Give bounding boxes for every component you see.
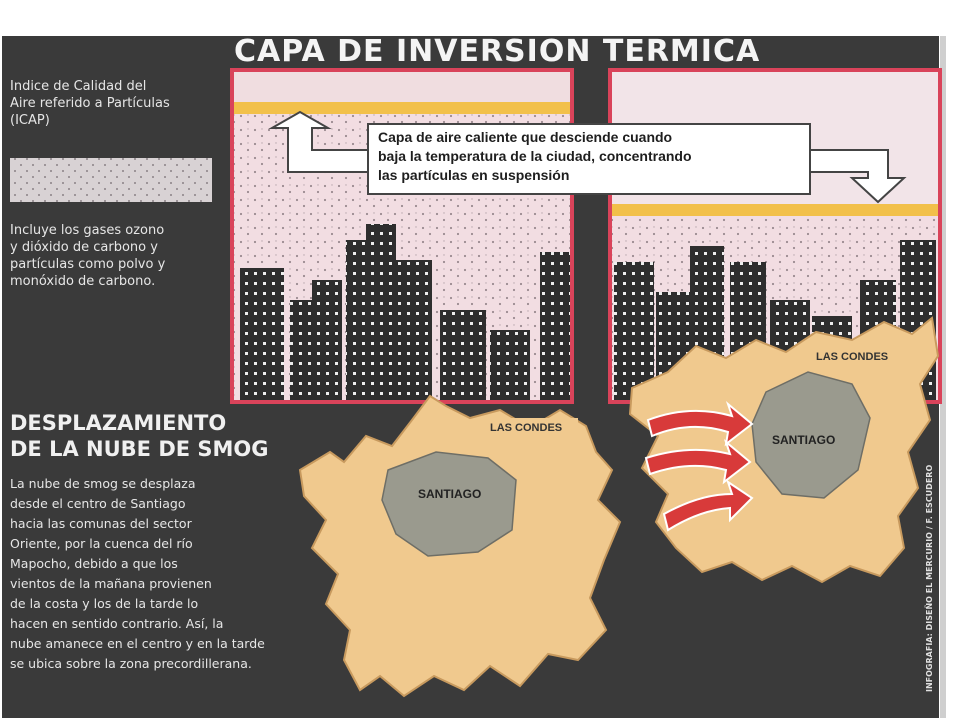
smog-heading — [10, 410, 269, 462]
icap-label-line: (ICAP) — [10, 113, 50, 128]
smog-body-line: desde el centro de Santiago — [10, 496, 186, 511]
smog-body-line: vientos de la mañana provienen — [10, 576, 212, 591]
callout-line-2: baja la temperatura de la ciudad, concentrando — [378, 148, 692, 164]
icap-label-line: Aire referido a Partículas — [10, 96, 170, 111]
icap-note-line: Incluye los gases ozono — [10, 223, 165, 238]
map-afternoon-las-condes: LAS CONDES — [816, 351, 889, 363]
smog-body-line: nube amanece en el centro y en la tarde — [10, 636, 265, 651]
icap-note-line: y dióxido de carbono y — [10, 240, 158, 255]
icap-note — [10, 222, 165, 290]
icap-label — [10, 78, 170, 129]
map-morning-las-condes: LAS CONDES — [490, 422, 563, 434]
map-morning-santiago: SANTIAGO — [418, 487, 482, 501]
credit-text: INFOGRAFIA: DISEÑO EL MERCURIO / F. ESCUDERO — [925, 464, 934, 692]
icap-label-line: Indice de Calidad del — [10, 79, 147, 94]
clear-air-band — [234, 72, 570, 104]
smog-body-line: Mapocho, debido a que los — [10, 556, 178, 571]
smog-body-line: La nube de smog se desplaza — [10, 476, 196, 491]
warm-air-layer-low — [612, 204, 938, 216]
smog-body-line: de la costa y los de la tarde lo — [10, 596, 199, 611]
smog-body-line: se ubica sobre la zona precordillerana. — [10, 656, 252, 671]
warm-air-layer-high — [234, 102, 570, 114]
smog-body-line: Oriente, por la cuenca del río — [10, 536, 193, 551]
icap-note-line: monóxido de carbono. — [10, 274, 156, 289]
map-afternoon-santiago: SANTIAGO — [772, 433, 836, 447]
callout-line-3: las partículas en suspensión — [378, 167, 570, 183]
smog-heading-line: DE LA NUBE DE SMOG — [10, 437, 269, 461]
icap-note-line: partículas como polvo y — [10, 257, 166, 272]
page-title: CAPA DE INVERSION TERMICA — [234, 34, 761, 69]
smog-body-line: hacia las comunas del sector — [10, 516, 192, 531]
icap-swatch — [10, 158, 212, 202]
smog-heading-line: DESPLAZAMIENTO — [10, 411, 227, 435]
smog-body-line: hacen en sentido contrario. Así, la — [10, 616, 224, 631]
smog-body — [10, 474, 265, 674]
callout-line-1: Capa de aire caliente que desciende cuando — [378, 129, 673, 145]
scene-before — [232, 70, 572, 402]
